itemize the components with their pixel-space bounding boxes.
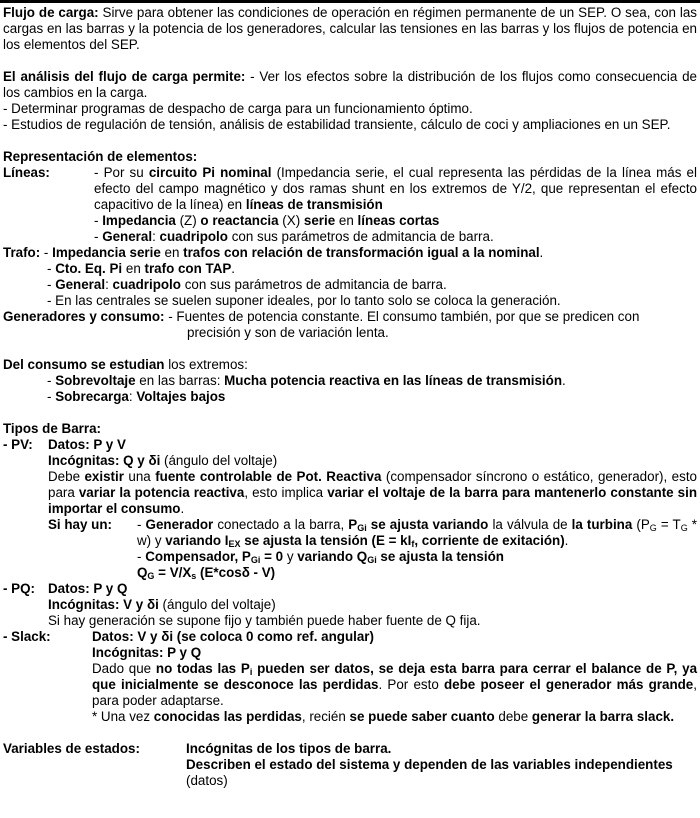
- pq-block: [3, 581, 697, 629]
- pq-incognitas: Incógnitas: V y δi (ángulo del voltaje): [48, 597, 276, 612]
- pv-description: Debe existir una fuente controlable de Pot. Reactiva (compensador síncrono o estático, generador), esto para variar la potencia reactiva, esto implica variar el voltaje de la barra para mantenerlo constante sin importar el consumo.: [48, 469, 698, 516]
- gen-line-1: Generadores y consumo: - Fuentes de potencia constante. El consumo también, por que se predicen con: [3, 309, 640, 324]
- trafo-item-4: - En las centrales se suelen suponer ideales, por lo tanto solo se coloca la generación.: [47, 293, 561, 308]
- variables-line-2: Describen el estado del sistema y dependen de las variables independientes: [186, 757, 673, 772]
- slack-datos: Datos: V y δi (se coloca 0 como ref. angular): [92, 629, 374, 644]
- slack-description: Dado que no todas las $P_i$ pueden ser datos, se deja esta barra para cerrar el balance de P, ya que inicialmente se desconoce las perdidas. Por esto debe poseer el generador más grande, para poder adaptarse.: [92, 661, 698, 708]
- lineas-label: Líneas:: [3, 165, 50, 180]
- flujo-title: Flujo de carga:: [3, 5, 99, 20]
- pv-si-hay-label: Si hay un:: [48, 517, 112, 532]
- pq-datos: Datos: P y Q: [48, 581, 128, 596]
- trafo-label: Trafo:: [3, 245, 41, 260]
- analisis-line-3: - Estudios de regulación de tensión, análisis de estabilidad transiente, cálculo de coci y ampliaciones en un SEP.: [3, 117, 671, 132]
- consumo-item-1: - Sobrevoltaje en las barras: Mucha potencia reactiva en las líneas de transmisión.: [47, 373, 566, 388]
- consumo-item-2: - Sobrecarga: Voltajes bajos: [47, 389, 226, 404]
- pv-label: - PV:: [3, 437, 33, 452]
- pv-compensador: - Compensador, $P_{Gi} = 0$ y variando $Q_{Gi}$ se ajusta la tensión: [137, 549, 504, 565]
- variables-line-1: Incógnitas de los tipos de barra.: [186, 741, 392, 756]
- variables-line-3: (datos): [186, 773, 228, 788]
- top-border: [0, 0, 700, 3]
- slack-incognitas: Incógnitas: P y Q: [92, 645, 202, 660]
- lineas-block: [3, 165, 697, 245]
- analisis-line-2: - Determinar programas de despacho de carga para un funcionamiento óptimo.: [3, 101, 473, 116]
- slack-block: [3, 629, 697, 725]
- pv-datos: Datos: P y V: [48, 437, 126, 452]
- lineas-item-2: - Impedancia (Z) o reactancia (X) serie en líneas cortas: [94, 213, 440, 228]
- trafo-item-3: - General: cuadripolo con sus parámetros de admitancia de barra.: [47, 277, 447, 292]
- lineas-item-3: - General: cuadripolo con sus parámetros de admitancia de barra.: [94, 229, 494, 244]
- trafo-item-2: - Cto. Eq. Pi en trafo con TAP.: [47, 261, 236, 276]
- consumo-title-line: Del consumo se estudian los extremos:: [3, 357, 248, 372]
- pv-incognitas: Incógnitas: Q y δi (ángulo del voltaje): [48, 453, 278, 468]
- lineas-item-1: - Por su circuito Pi nominal (Impedancia serie, el cual representa las pérdidas de la línea más el efecto del campo magnético y dos ramas shunt en los extremos de Y/2, que representan el efecto capacitivo de la línea) en líneas de transmisión: [94, 165, 697, 212]
- variables-block: [3, 741, 697, 789]
- trafo-item-1: Trafo: - Impedancia serie en trafos con relación de transformación igual a la nominal.: [3, 245, 544, 260]
- analisis-line-1: - Ver los efectos sobre la distribución de los flujos como consecuencia de los cambios en la carga.: [3, 69, 697, 100]
- document-page: [3, 5, 697, 789]
- variables-label: Variables de estados:: [3, 741, 140, 756]
- pv-block: [3, 437, 697, 581]
- pq-label: - PQ:: [3, 581, 35, 596]
- gen-label: Generadores y consumo:: [3, 309, 165, 324]
- flujo-paragraph: [3, 5, 697, 53]
- gen-line-2: precisión y son de variación lenta.: [187, 325, 389, 340]
- pv-generador: - Generador conectado a la barra, $P_{Gi}$ se ajusta variando la válvula de la turbina $(P_G = T_G * w)$ y variando $I_{EX}$ se ajusta la tensión ($E = kI_f$, corriente de exitación).: [137, 517, 697, 549]
- slack-note: * Una vez conocidas las perdidas, recién se puede saber cuanto debe generar la barra slack.: [92, 709, 675, 724]
- pq-note: Si hay generación se supone fijo y también puede haber fuente de Q fija.: [48, 613, 481, 628]
- slack-label: - Slack:: [3, 629, 51, 644]
- analisis-paragraph: [3, 69, 697, 101]
- tipos-title: Tipos de Barra:: [3, 421, 101, 436]
- pv-si-hay: [48, 517, 697, 581]
- flujo-text: Sirve para obtener las condiciones de operación en régimen permanente de un SEP. O sea, con las cargas en las barras y la potencia de los generadores, calcular las tensiones en las barras y los flujos de potencia en los elementos del SEP.: [3, 5, 697, 52]
- representacion-title: Representación de elementos:: [3, 149, 198, 164]
- pv-formula: $Q_G = V/X_s$ (E*cosδ - V): [137, 565, 276, 581]
- analisis-title: El análisis del flujo de carga permite:: [3, 69, 246, 84]
